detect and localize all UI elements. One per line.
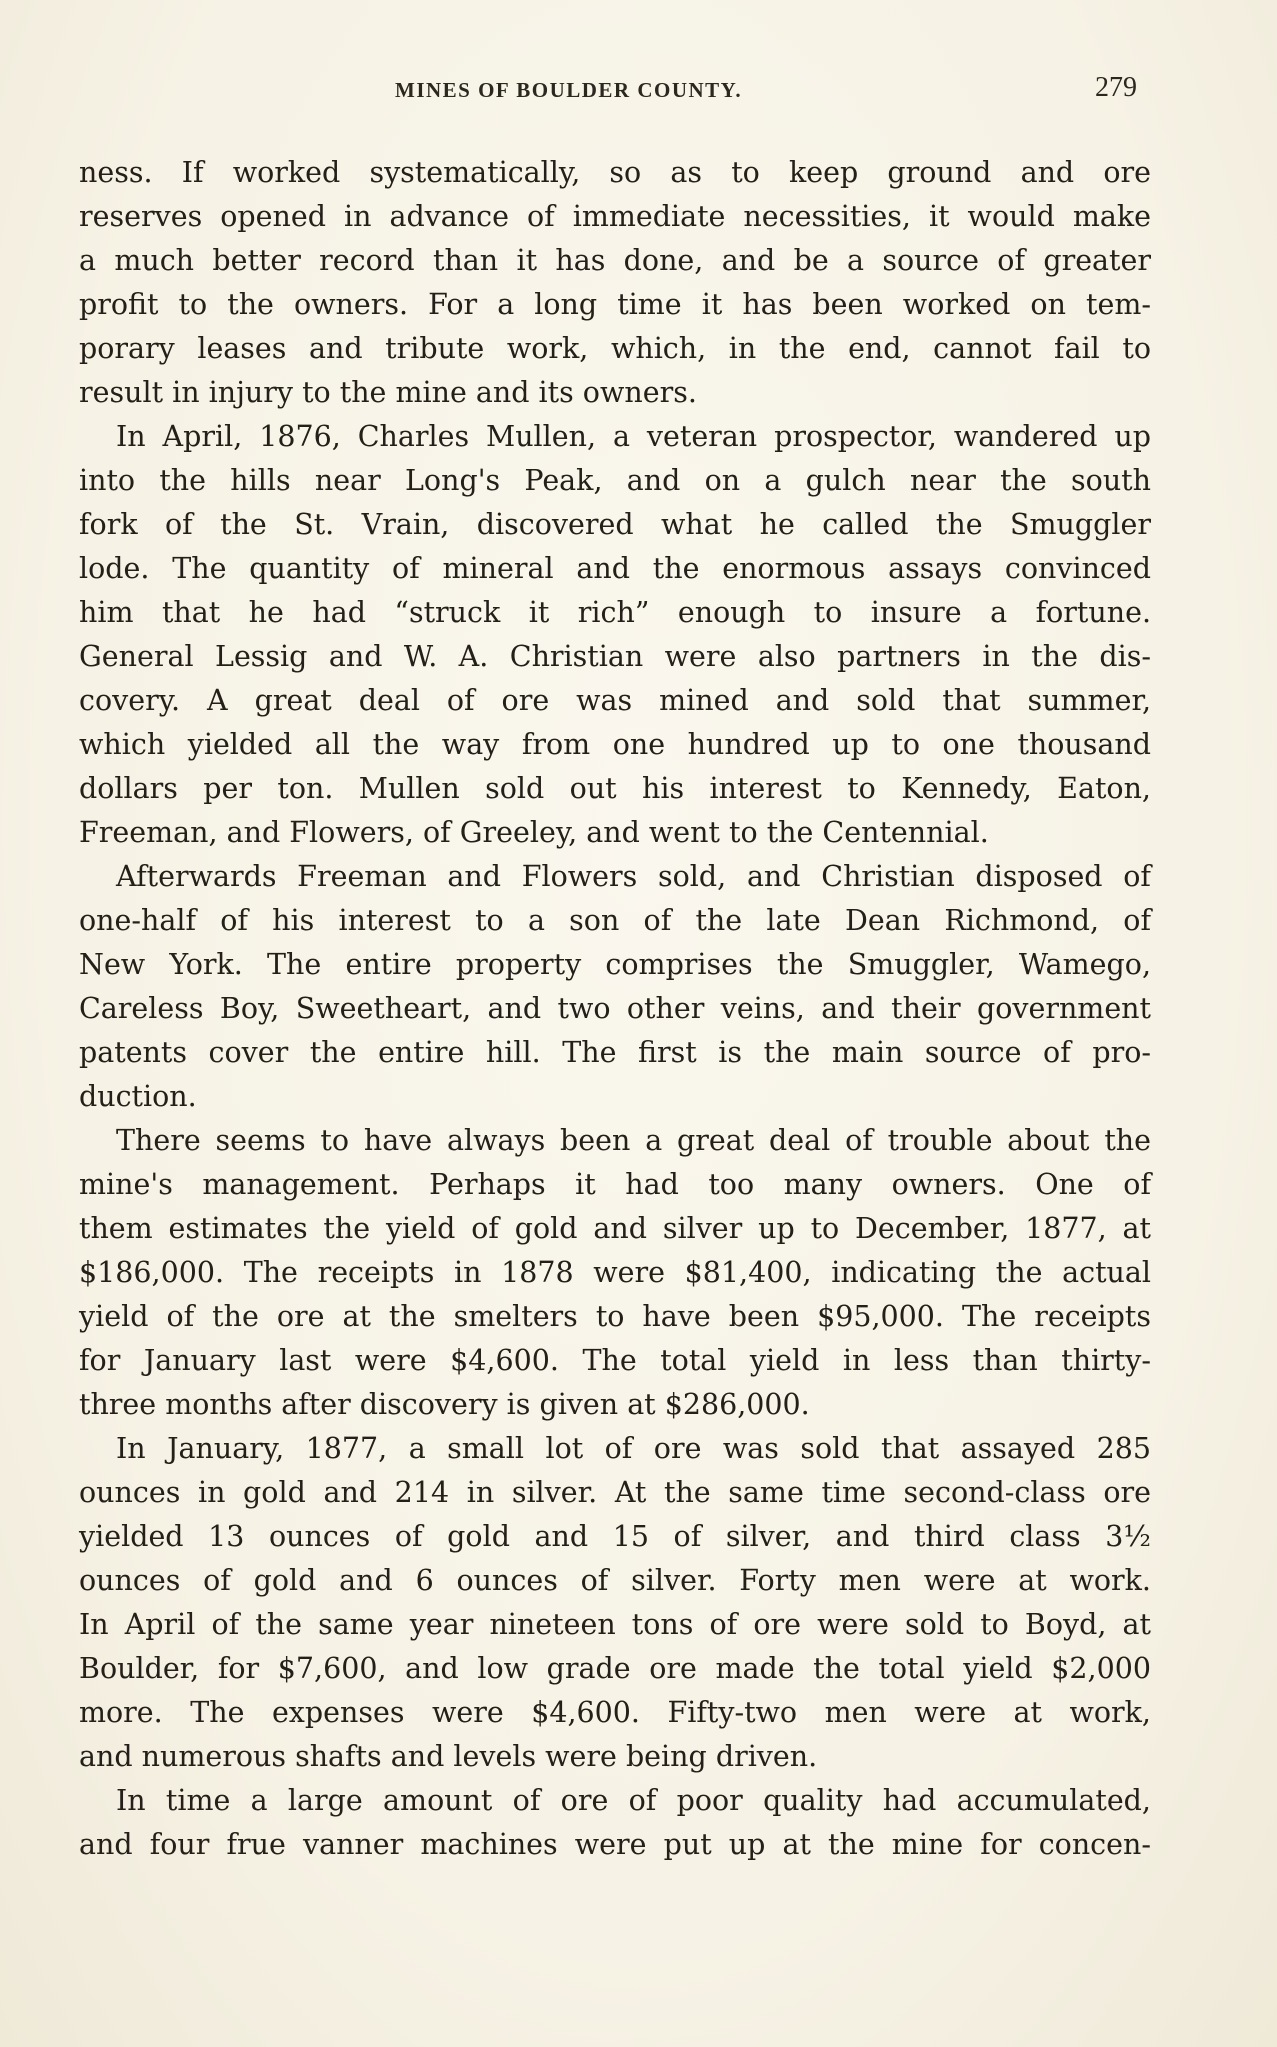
text-line: three months after discovery is given at $286,000. [79,1388,810,1421]
text-line: In January, 1877, a small lot of ore was sold that assayed 285 [116,1432,1151,1465]
text-line: a much better record than it has done, and be a source of greater [79,244,1151,277]
text-line: more. The expenses were $4,600. Fifty-two men were at work, [79,1696,1151,1729]
running-head: MINES OF BOULDER COUNTY. [395,78,743,102]
text-line: for January last were $4,600. The total yield in less than thirty- [79,1344,1151,1377]
text-line: porary leases and tribute work, which, in the end, cannot fail to [79,332,1151,365]
text-line: profit to the owners. For a long time it has been worked on tem- [79,288,1151,321]
text-line: result in injury to the mine and its owners. [79,376,697,409]
text-line: Boulder, for $7,600, and low grade ore made the total yield $2,000 [79,1652,1151,1685]
text-line: Afterwards Freeman and Flowers sold, and Christian disposed of [116,860,1151,893]
text-line: him that he had “struck it rich” enough to insure a fortune. [79,596,1151,629]
text-line: and numerous shafts and levels were being driven. [79,1740,818,1773]
text-line: covery. A great deal of ore was mined and sold that summer, [79,684,1151,717]
text-line: yield of the ore at the smelters to have been $95,000. The receipts [79,1300,1151,1333]
text-line: In time a large amount of ore of poor quality had accumulated, [116,1784,1151,1817]
text-line: yielded 13 ounces of gold and 15 of silver, and third class 3½ [79,1520,1151,1553]
text-line: There seems to have always been a great deal of trouble about the [116,1124,1151,1157]
text-line: ounces in gold and 214 in silver. At the same time second-class ore [79,1476,1151,1509]
text-line: duction. [79,1080,197,1113]
text-line: In April, 1876, Charles Mullen, a veteran prospector, wandered up [116,420,1151,453]
text-line: lode. The quantity of mineral and the enormous assays convinced [79,552,1151,585]
text-line: one-half of his interest to a son of the late Dean Richmond, of [79,904,1151,937]
text-line: into the hills near Long's Peak, and on a gulch near the south [79,464,1151,497]
text-line: $186,000. The receipts in 1878 were $81,400, indicating the actual [79,1256,1151,1289]
text-line: them estimates the yield of gold and silver up to December, 1877, at [79,1212,1151,1245]
text-line: ness. If worked systematically, so as to keep ground and ore [79,156,1151,189]
text-line: fork of the St. Vrain, discovered what he called the Smuggler [79,508,1151,541]
text-line: New York. The entire property comprises the Smuggler, Wamego, [79,948,1151,981]
text-line: dollars per ton. Mullen sold out his interest to Kennedy, Eaton, [79,772,1151,805]
text-line: patents cover the entire hill. The first is the main source of pro- [79,1036,1151,1069]
page-number: 279 [1095,72,1137,103]
text-line: Freeman, and Flowers, of Greeley, and went to the Centennial. [79,816,989,849]
text-line: reserves opened in advance of immediate necessities, it would make [79,200,1151,233]
text-line: General Lessig and W. A. Christian were also partners in the dis- [79,640,1151,673]
body-text [79,151,1151,1867]
text-line: Careless Boy, Sweetheart, and two other veins, and their government [79,992,1151,1025]
text-line: mine's management. Perhaps it had too many owners. One of [79,1168,1151,1201]
text-line: ounces of gold and 6 ounces of silver. Forty men were at work. [79,1564,1151,1597]
text-line: and four frue vanner machines were put up at the mine for concen- [79,1828,1151,1861]
text-line: In April of the same year nineteen tons of ore were sold to Boyd, at [79,1608,1151,1641]
text-line: which yielded all the way from one hundred up to one thousand [79,728,1151,761]
